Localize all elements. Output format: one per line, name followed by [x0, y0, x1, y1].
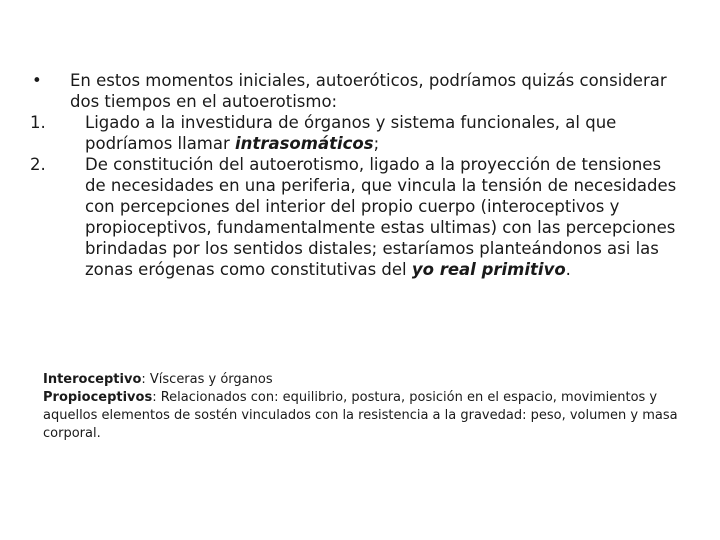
main-list: [30, 70, 680, 280]
number-marker-2: 2.: [30, 155, 46, 174]
item-1-text: Ligado a la investidura de órganos y sistema funcionales, al que podríamos llamar: [85, 113, 617, 153]
footnote-definition: : Relacionados con: equilibrio, postura, posición en el espacio, movimientos y aquellos elementos de sostén vinculados con la resistencia a la gravedad: peso, volumen y masa corporal.: [43, 390, 678, 441]
footnote-term: Propioceptivos: [43, 390, 153, 405]
list-item-intro: [30, 70, 680, 112]
item-2-text: De constitución del autoerotismo, ligado a la proyección de tensiones de necesidades en una periferia, que vincula la tensión de necesidades con percepciones del interior del propio cuerpo (interoceptivos y propioceptivos, fundamentalmente estas ultimas) con las percepciones brindadas por los sentidos distales; estaríamos planteándonos asi las zonas erógenas como constitutivas del: [85, 155, 677, 279]
number-marker-1: 1.: [30, 113, 46, 132]
footnotes: [43, 371, 683, 443]
item-1-text-end: ;: [373, 134, 380, 153]
footnote-interoceptivo: [43, 371, 683, 389]
item-1-emphasis: intrasomáticos: [235, 134, 374, 153]
intro-text: En estos momentos iniciales, autoeróticos, podríamos quizás considerar dos tiempos en el autoerotismo:: [70, 71, 667, 111]
footnote-propioceptivos: [43, 389, 683, 443]
footnote-term: Interoceptivo: [43, 372, 142, 387]
bullet-marker: •: [32, 71, 42, 90]
footnote-definition: : Vísceras y órganos: [141, 372, 273, 387]
item-2-text-end: .: [565, 260, 571, 279]
list-item-2: [30, 154, 680, 280]
list-item-1: [30, 112, 680, 154]
item-2-emphasis: yo real primitivo: [411, 260, 566, 279]
